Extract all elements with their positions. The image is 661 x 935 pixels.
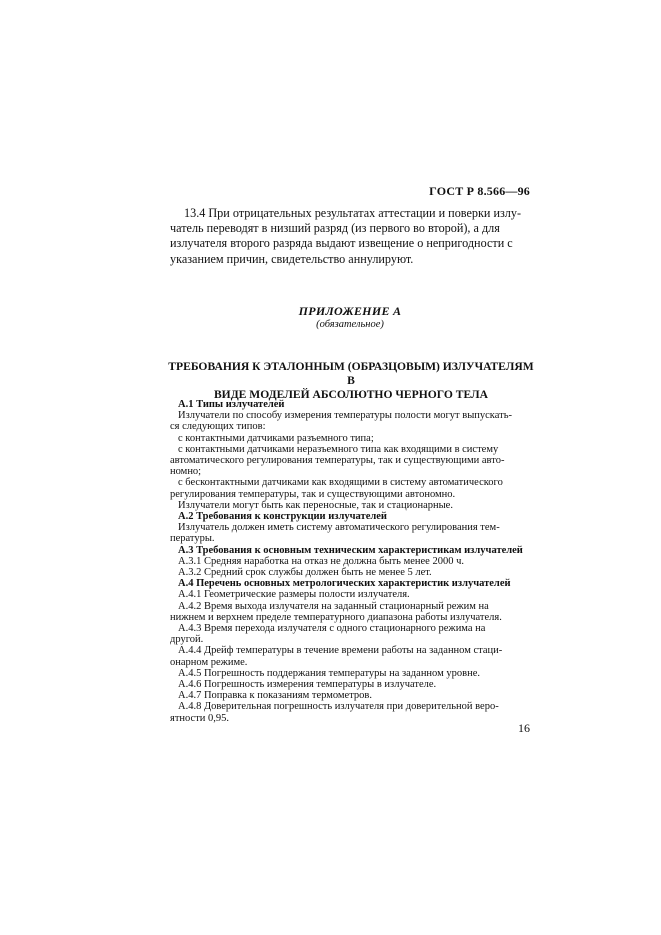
body-line: А.3.1 Средняя наработка на отказ не должна быть менее 2000 ч. bbox=[178, 555, 464, 567]
body-line: номно; bbox=[170, 466, 202, 478]
body-line: А.3.2 Средний срок службы должен быть не менее 5 лет. bbox=[178, 567, 432, 579]
body-line: другой. bbox=[170, 634, 204, 646]
body-line: ся следующих типов: bbox=[170, 421, 266, 433]
body-line: регулирования температуры, так и существующими автономно. bbox=[170, 488, 456, 500]
heading-line: ВИДЕ МОДЕЛЕЙ АБСОЛЮТНО ЧЕРНОГО ТЕЛА bbox=[213, 388, 489, 401]
body-line: онарном режиме. bbox=[170, 656, 248, 668]
body-line: Излучатели могут быть как переносные, так и стационарные. bbox=[178, 499, 453, 511]
body-line: А.4.7 Поправка к показаниям термометров. bbox=[178, 690, 372, 702]
body-line: А.4.6 Погрешность измерения температуры в излучателе. bbox=[178, 679, 437, 691]
paragraph-line: указанием причин, свидетельство аннулируют. bbox=[170, 251, 414, 266]
body-line: пературы. bbox=[170, 533, 215, 545]
paragraph-line: 13.4 При отрицательных результатах аттестации и поверки излу- bbox=[184, 206, 522, 220]
section-heading: А.2 Требования к конструкции излучателей bbox=[178, 511, 387, 523]
body-line: Излучатель должен иметь систему автоматического регулирования тем- bbox=[178, 522, 500, 534]
body-line: с контактными датчиками разъемного типа; bbox=[178, 432, 374, 444]
body-line: с бесконтактными датчиками как входящими в систему автоматического bbox=[178, 477, 503, 489]
document-code: ГОСТ Р 8.566—96 bbox=[429, 184, 530, 198]
page-number: 16 bbox=[518, 721, 530, 735]
section-heading: А.1 Типы излучателей bbox=[178, 399, 285, 410]
appendix-status: (обязательное) bbox=[316, 319, 384, 330]
appendix-title: ПРИЛОЖЕНИЕ А bbox=[298, 304, 402, 318]
section-heading: А.4 Перечень основных метрологических характеристик излучателей bbox=[178, 578, 511, 590]
body-line: ятности 0,95. bbox=[170, 712, 230, 724]
section-13-4-paragraph bbox=[170, 206, 530, 267]
body-line: А.4.4 Дрейф температуры в течение времени работы на заданном стаци- bbox=[178, 645, 503, 657]
body-line: А.4.2 Время выхода излучателя на заданный стационарный режим на bbox=[178, 600, 489, 612]
appendix-heading bbox=[165, 360, 537, 402]
body-line: А.4.3 Время перехода излучателя с одного стационарного режима на bbox=[178, 623, 486, 635]
body-line: Излучатели по способу измерения температуры полости могут выпускать- bbox=[178, 410, 512, 422]
body-line: с контактными датчиками неразъемного типа как входящими в систему bbox=[178, 443, 499, 455]
body-line: нижнем и верхнем пределе температурного диапазона работы излучателя. bbox=[170, 611, 502, 623]
heading-line: ТРЕБОВАНИЯ К ЭТАЛОННЫМ (ОБРАЗЦОВЫМ) ИЗЛУЧАТЕЛЯМ В bbox=[168, 360, 534, 387]
paragraph-line: чатель переводят в низший разряд (из первого во второй), а для bbox=[170, 221, 500, 236]
body-line: А.4.5 Погрешность поддержания температуры на заданном уровне. bbox=[178, 667, 480, 679]
section-heading: А.3 Требования к основным техническим характеристикам излучателей bbox=[178, 544, 523, 556]
appendix-body bbox=[170, 399, 530, 724]
paragraph-line: излучателя второго разряда выдают извещение о непригодности с bbox=[170, 236, 513, 251]
body-line: А.4.1 Геометрические размеры полости излучателя. bbox=[178, 589, 410, 601]
body-line: автоматического регулирования температуры, так и существующими авто- bbox=[170, 455, 505, 467]
body-line: А.4.8 Доверительная погрешность излучателя при доверительной веро- bbox=[178, 701, 499, 713]
